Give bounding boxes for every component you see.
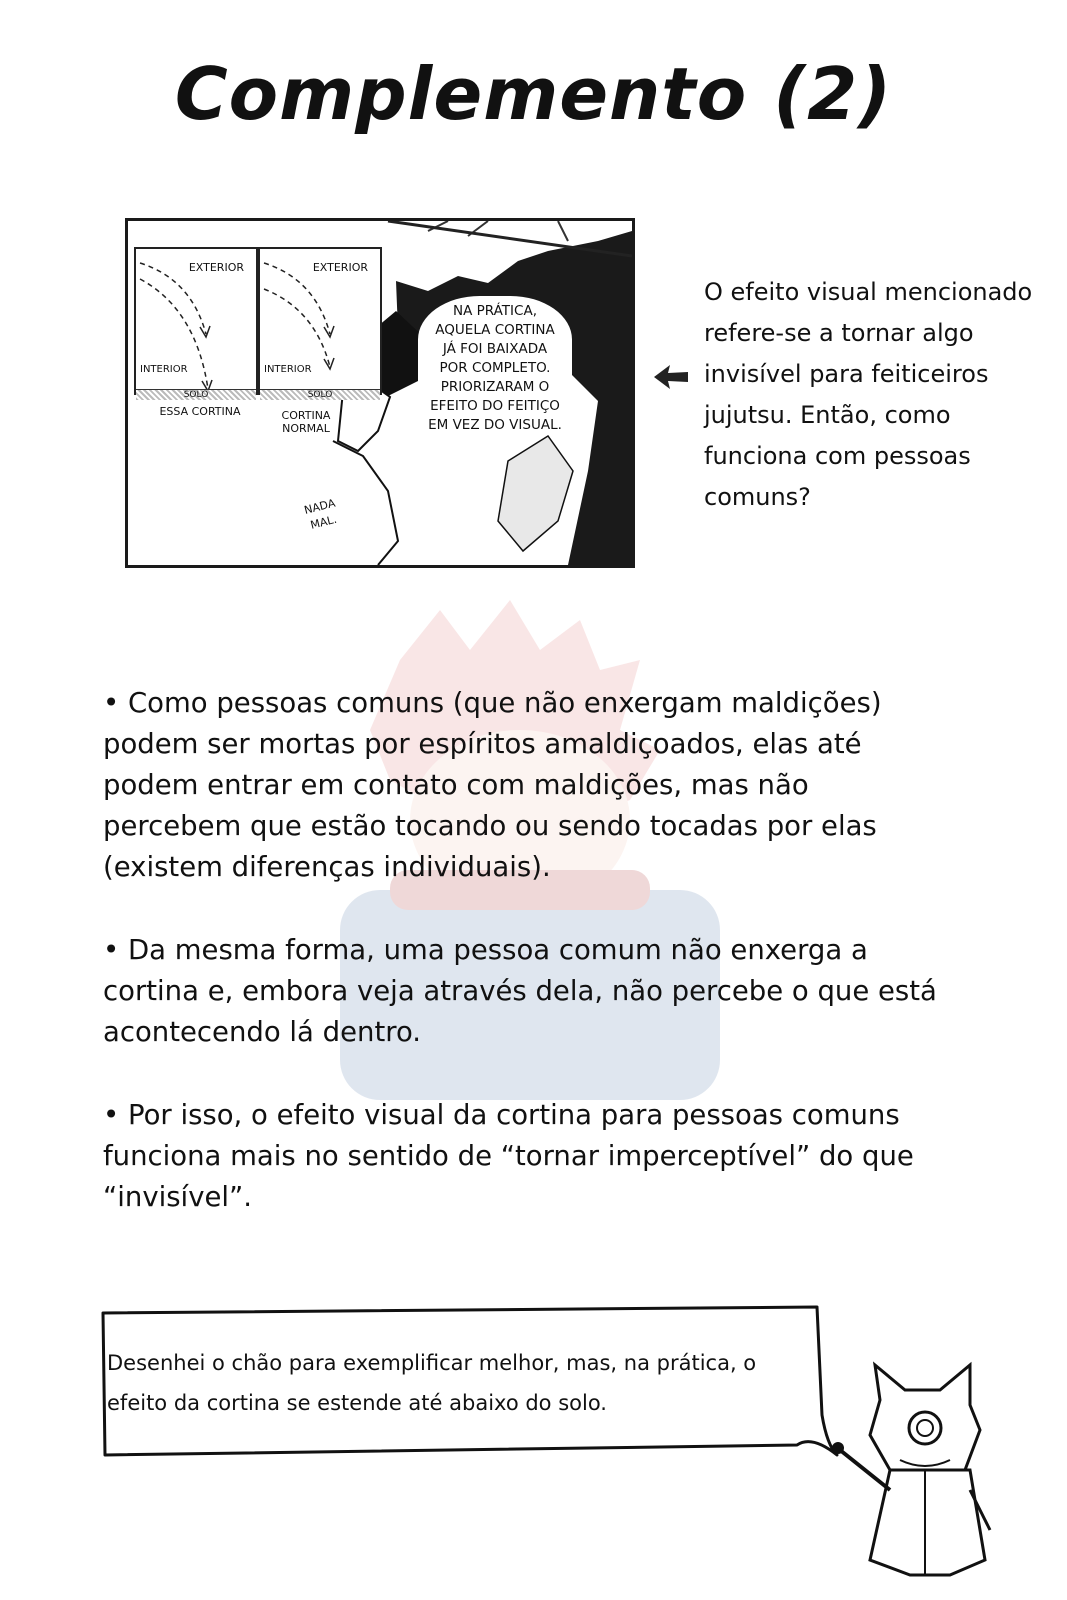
- aside-line: NADA: [302, 496, 337, 517]
- interior-label: INTERIOR: [264, 364, 312, 375]
- speech-line: JÁ FOI BAIXADA: [442, 341, 548, 357]
- caption-line: CORTINA: [281, 409, 331, 422]
- exterior-label: EXTERIOR: [312, 261, 368, 274]
- ground-label: SOLO: [183, 390, 209, 400]
- speech-line: NA PRÁTICA,: [453, 303, 537, 319]
- author-mascot-icon: [830, 1360, 1000, 1590]
- diagram-this-curtain: [134, 247, 258, 400]
- bullet-item: • Como pessoas comuns (que não enxergam maldições) podem ser mortas por espíritos amaldiçoados, elas até podem entrar em contato com maldições, mas não percebem que estão tocando ou sendo tocadas por elas (existem diferenças individuais).: [103, 687, 882, 883]
- ground-label: SOLO: [307, 390, 333, 400]
- page-title: Complemento (2): [174, 52, 893, 136]
- speech-line: PRIORIZARAM O: [440, 379, 550, 395]
- diagram-normal-curtain: [258, 247, 382, 400]
- speech-line: POR COMPLETO.: [439, 360, 551, 376]
- aside-line: MAL.: [309, 512, 339, 532]
- bullet-list: [103, 683, 953, 1260]
- side-note: O efeito visual mencionado refere-se a tornar algo invisível para feiticeiros jujutsu. Então, como funciona com pessoas comuns?: [704, 278, 1033, 511]
- author-note: Desenhei o chão para exemplificar melhor, mas, na prática, o efeito da cortina se estende até abaixo do solo.: [107, 1351, 757, 1415]
- speech-line: EM VEZ DO VISUAL.: [428, 417, 562, 433]
- bullet-item: • Por isso, o efeito visual da cortina para pessoas comuns funciona mais no sentido de “tornar imperceptível” do que “invisível”.: [103, 1099, 914, 1213]
- speech-line: EFEITO DO FEITIÇO: [430, 398, 560, 414]
- exterior-label: EXTERIOR: [188, 261, 244, 274]
- speech-line: AQUELA CORTINA: [435, 322, 555, 338]
- interior-label: INTERIOR: [140, 364, 188, 375]
- manga-panel: [125, 218, 635, 568]
- speech-bubble: [418, 296, 572, 441]
- caption-line: NORMAL: [282, 422, 330, 435]
- diagram-caption: ESSA CORTINA: [159, 405, 241, 418]
- bullet-item: • Da mesma forma, uma pessoa comum não enxerga a cortina e, embora veja através dela, não percebe o que está acontecendo lá dentro.: [103, 934, 937, 1048]
- diagram-caption: [266, 409, 346, 435]
- pointer-arrow-icon: [652, 362, 690, 392]
